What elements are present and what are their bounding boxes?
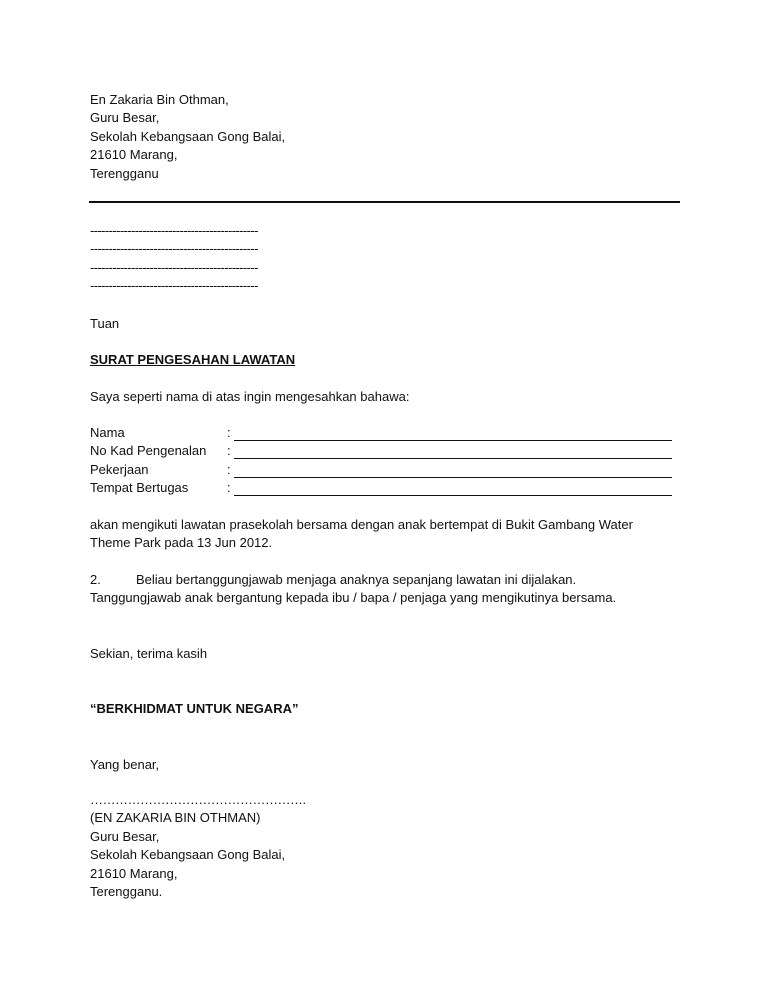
field-colon: : — [227, 425, 231, 440]
paragraph-line: Tanggungjawab anak bergantung kepada ibu / bapa / penjaga yang mengikutinya bersama. — [90, 590, 617, 606]
field-label: No Kad Pengenalan — [90, 443, 207, 459]
recipient-blank-line: --------------------------------------------- — [90, 241, 258, 257]
paragraph-2 — [90, 571, 616, 608]
field-colon: : — [227, 480, 231, 496]
recipient-address-blanks — [90, 222, 258, 296]
motto: “BERKHIDMAT UNTUK NEGARA” — [90, 701, 299, 716]
sender-line: Sekolah Kebangsaan Gong Balai, — [90, 128, 286, 144]
recipient-blank-line: --------------------------------------------- — [90, 223, 258, 238]
recipient-blank-line: --------------------------------------------- — [90, 278, 258, 294]
paragraph-line: akan mengikuti lawatan prasekolah bersama dengan anak bertempat di Bukit Gambang Water — [90, 517, 633, 532]
signature-block — [90, 791, 306, 901]
signatory-line: Sekolah Kebangsaan Gong Balai, — [90, 847, 286, 863]
closing-text: Sekian, terima kasih — [90, 646, 208, 661]
sender-line: 21610 Marang, — [90, 147, 178, 163]
subject-heading: SURAT PENGESAHAN LAWATAN — [90, 352, 296, 367]
field-tempat-bertugas — [90, 480, 690, 498]
yours-truly: Yang benar, — [90, 757, 160, 772]
field-colon: : — [227, 443, 231, 459]
signatory-line: Terengganu. — [90, 884, 163, 900]
salutation: Tuan — [90, 316, 120, 331]
sender-line: Guru Besar, — [90, 110, 160, 126]
sender-line: En Zakaria Bin Othman, — [90, 92, 229, 107]
field-blank-line[interactable] — [234, 480, 672, 496]
field-label: Nama — [90, 425, 125, 440]
intro-text: Saya seperti nama di atas ingin mengesahkan bahawa: — [90, 389, 410, 404]
header-divider — [89, 201, 680, 203]
paragraph-1 — [90, 516, 633, 553]
field-blank-line[interactable] — [234, 443, 672, 459]
signatory-line: (EN ZAKARIA BIN OTHMAN) — [90, 810, 261, 826]
field-nama — [90, 425, 690, 443]
field-no-kad-pengenalan — [90, 443, 690, 461]
details-form — [90, 425, 690, 499]
field-colon: : — [227, 461, 231, 477]
sender-address — [90, 91, 285, 183]
signature-line: ……………………………………………. — [90, 792, 306, 807]
signatory-line: 21610 Marang, — [90, 865, 178, 881]
recipient-blank-line: --------------------------------------------- — [90, 259, 258, 275]
field-pekerjaan — [90, 462, 690, 480]
field-label: Tempat Bertugas — [90, 480, 189, 496]
signatory-line: Guru Besar, — [90, 828, 160, 844]
paragraph-line: Theme Park pada 13 Jun 2012. — [90, 535, 273, 551]
field-label: Pekerjaan — [90, 461, 149, 477]
sender-line: Terengganu — [90, 165, 159, 181]
field-blank-line[interactable] — [234, 425, 672, 441]
paragraph-number: 2. — [90, 572, 101, 587]
field-blank-line[interactable] — [234, 462, 672, 478]
paragraph-line: Beliau bertanggungjawab menjaga anaknya sepanjang lawatan ini dijalakan. — [136, 572, 577, 587]
